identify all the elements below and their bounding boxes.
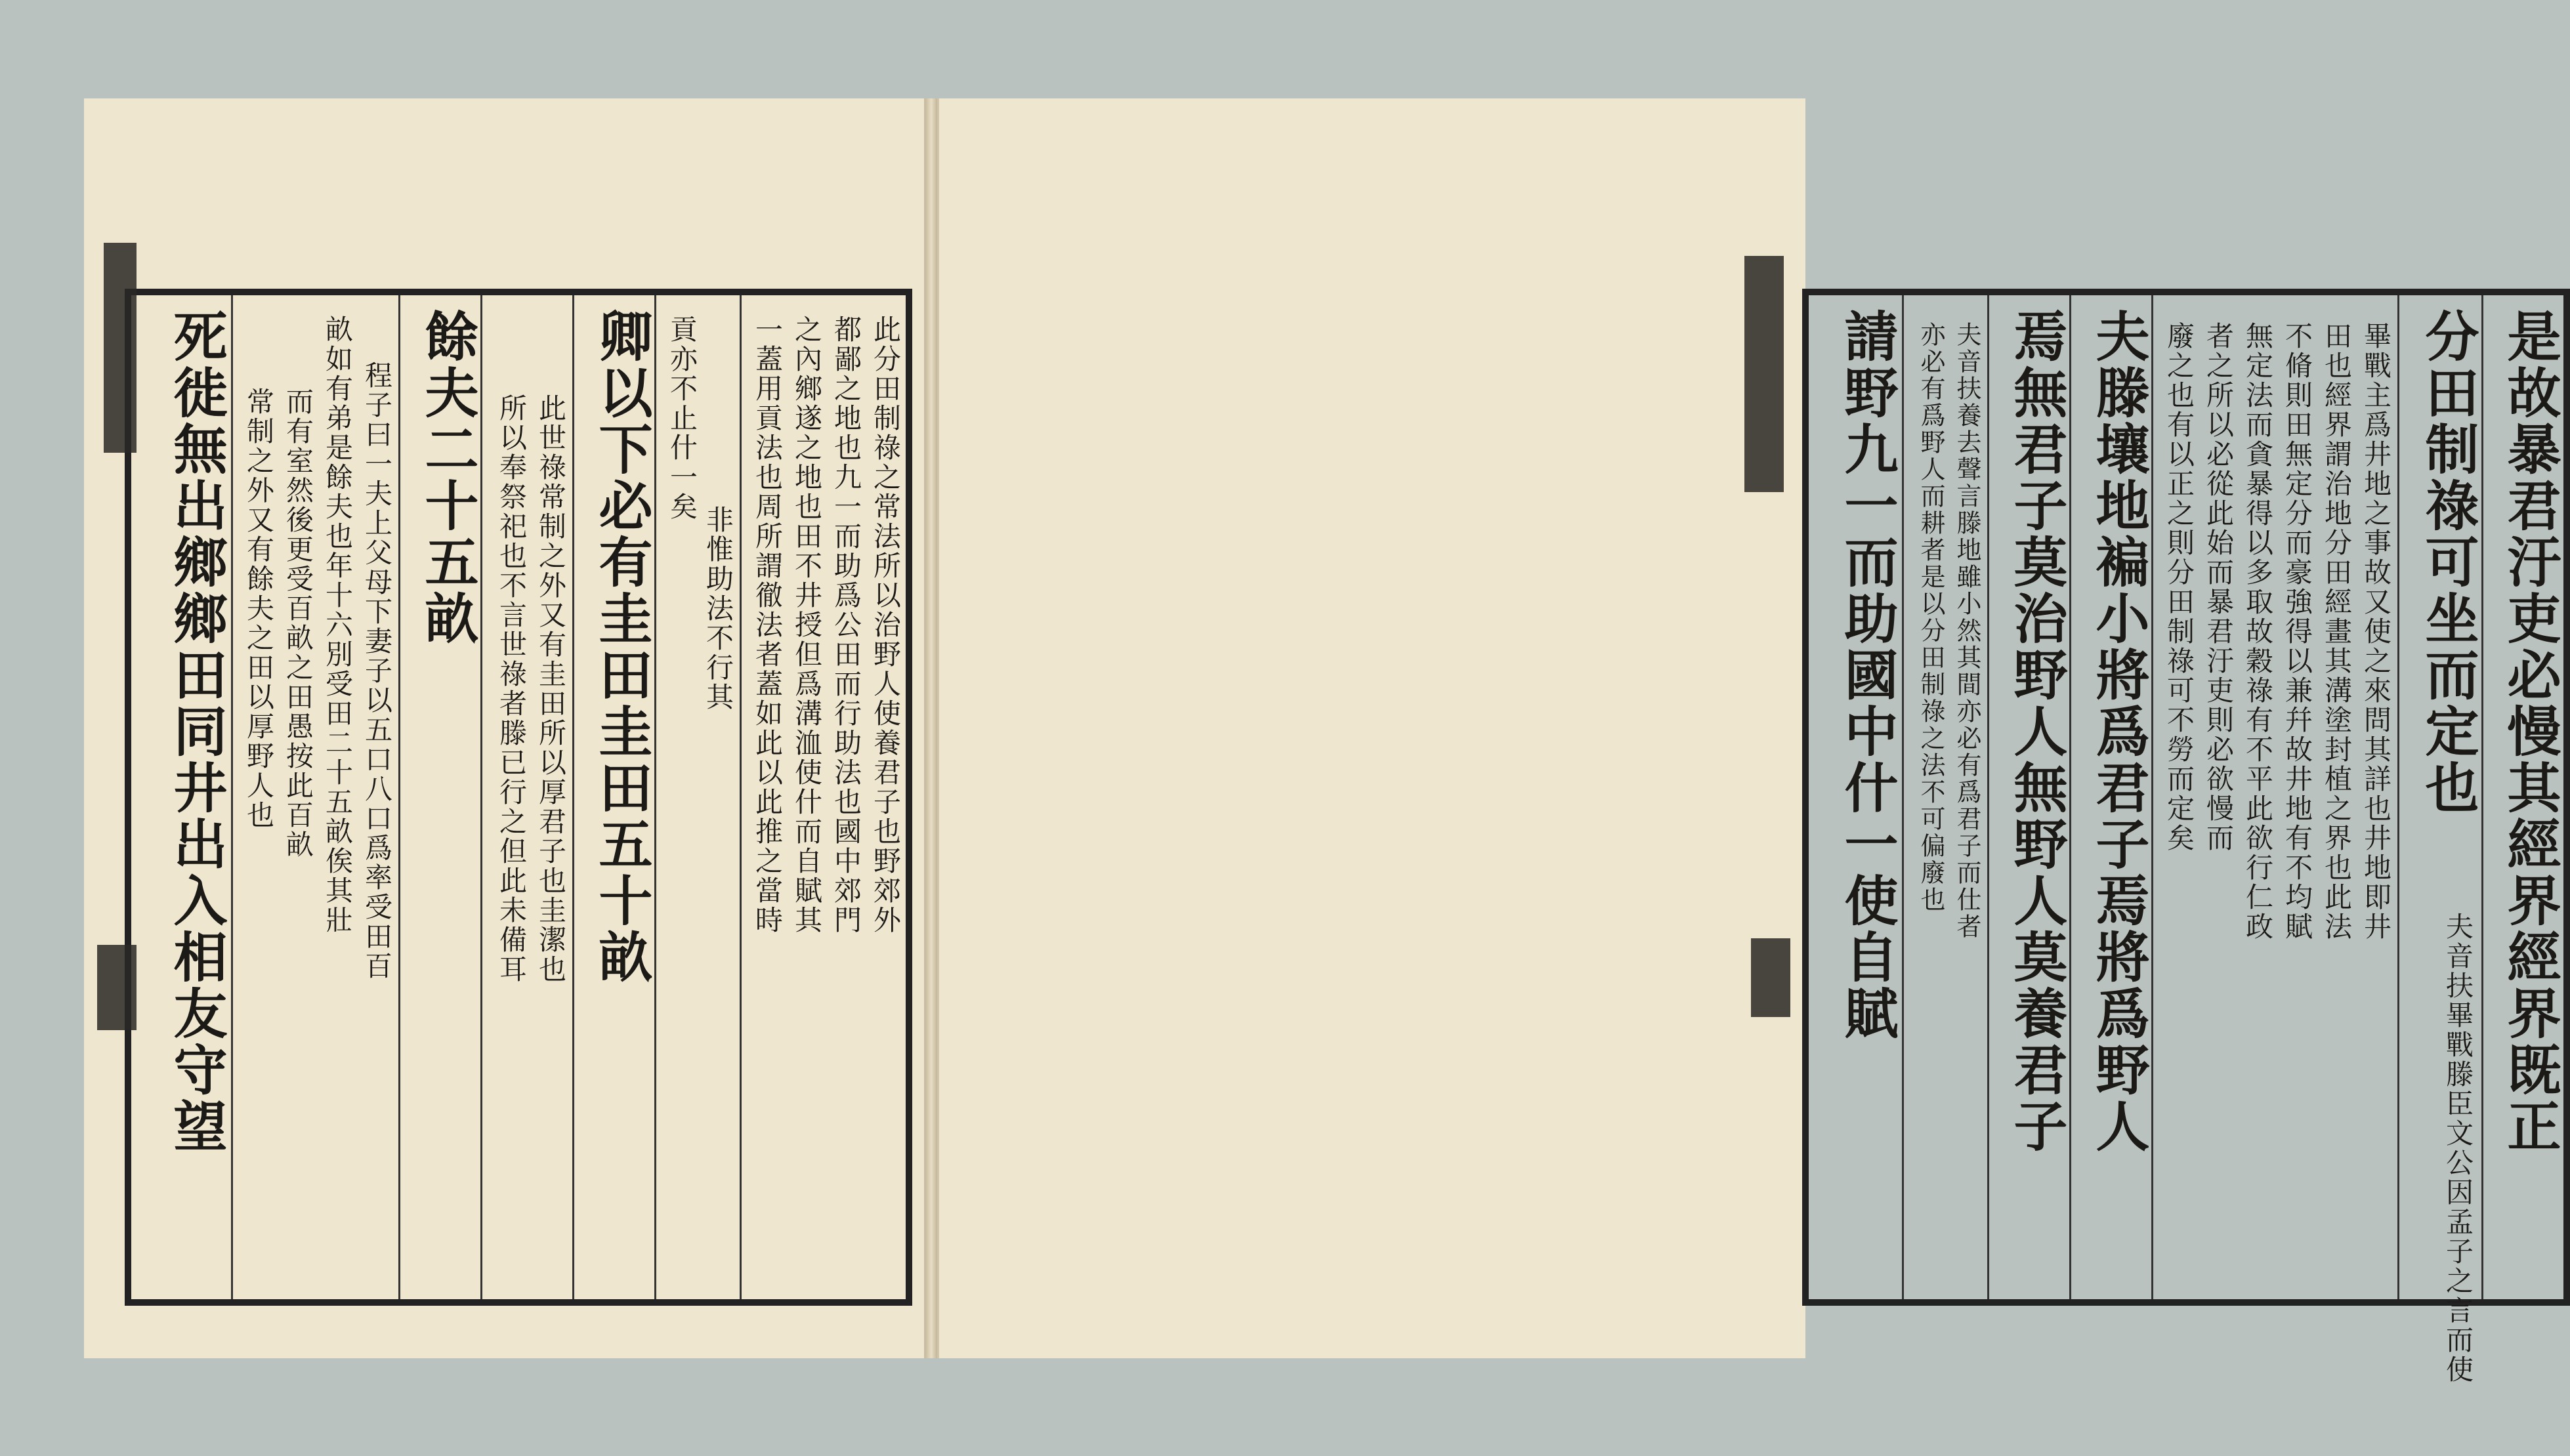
text-column: 非惟助法不行其 bbox=[702, 505, 734, 712]
left-page bbox=[84, 98, 926, 1358]
main-text-column: 焉無君子莫治野人無野人莫養君子 bbox=[2005, 308, 2068, 1155]
text-column: 常制之外又有餘夫之田以厚野人也 bbox=[243, 387, 275, 830]
column-rule bbox=[1987, 295, 1989, 1299]
text-column: 都鄙之地也九一而助爲公田而行助法也國中郊門 bbox=[830, 315, 862, 935]
text-column: 不脩則田無定分而豪強得以兼幷故井地有不均賦 bbox=[2281, 322, 2313, 942]
column-rule bbox=[480, 295, 482, 1299]
text-column: 亦必有爲野人而耕者是以分田制祿之法不可偏廢也 bbox=[1916, 322, 1945, 913]
text-column: 貢亦不止什一矣 bbox=[666, 315, 698, 522]
main-text-column: 分田制祿可坐而定也 bbox=[2416, 308, 2479, 816]
text-column: 之內鄉遂之地也田不井授但爲溝洫使什而自賦其 bbox=[791, 315, 823, 935]
text-column: 此世祿常制之外又有圭田所以厚君子也圭潔也 bbox=[535, 394, 567, 984]
left-text-frame bbox=[125, 289, 912, 1306]
text-column: 所以奉祭祀也不言世祿者滕已行之但此未備耳 bbox=[495, 394, 528, 984]
text-column: 者之所以必從此始而暴君汙吏則必欲慢而 bbox=[2202, 322, 2235, 853]
text-column: 夫音扶畢戰滕臣文公因孟子之言而使 bbox=[2442, 912, 2474, 1384]
column-rule bbox=[740, 295, 742, 1299]
column-rule bbox=[2151, 295, 2153, 1299]
column-rule bbox=[398, 295, 400, 1299]
text-column: 無定法而貪暴得以多取故穀祿有不平此欲行仁政 bbox=[2242, 322, 2274, 942]
column-rule bbox=[2481, 295, 2483, 1299]
right-page bbox=[937, 98, 2561, 1384]
column-rule bbox=[1902, 295, 1904, 1299]
edge-ink-mark bbox=[104, 243, 137, 453]
main-text-column: 夫滕壤地褊小將爲君子焉將爲野人 bbox=[2087, 308, 2150, 1155]
text-column: 而有室然後更受百畝之田愚按此百畝 bbox=[282, 387, 314, 860]
column-rule bbox=[2397, 295, 2399, 1299]
column-rule bbox=[654, 295, 656, 1299]
book-gutter bbox=[925, 98, 937, 1358]
column-rule bbox=[572, 295, 574, 1299]
column-rule bbox=[231, 295, 233, 1299]
main-text-column: 請野九一而助國中什一使自賦 bbox=[1836, 308, 1899, 1042]
text-column: 程子曰一夫上父母下妻子以五口八口爲率受田百 bbox=[361, 361, 393, 981]
text-column: 此分田制祿之常法所以治野人使養君子也野郊外 bbox=[870, 315, 902, 935]
main-text-column: 卿以下必有圭田圭田五十畝 bbox=[590, 308, 653, 986]
text-column: 夫音扶養去聲言滕地雖小然其間亦必有爲君子而仕者 bbox=[1952, 322, 1981, 940]
text-column: 畢戰主爲井地之事故又使之來問其詳也井地即井 bbox=[2360, 322, 2392, 942]
text-column: 畝如有弟是餘夫也年十六別受田二十五畝俟其壯 bbox=[322, 315, 354, 935]
open-book bbox=[84, 98, 2561, 1384]
edge-ink-mark bbox=[97, 945, 137, 1030]
main-text-column: 餘夫二十五畝 bbox=[416, 308, 479, 647]
edge-ink-mark bbox=[1744, 256, 1784, 492]
right-text-frame bbox=[1802, 289, 2570, 1384]
text-column: 田也經界謂治地分田經畫其溝塗封植之界也此法 bbox=[2321, 322, 2353, 942]
main-text-column: 是故暴君汙吏必慢其經界經界既正 bbox=[2498, 308, 2561, 1155]
column-rule bbox=[2069, 295, 2071, 1299]
text-column: 一蓋用貢法也周所謂徹法者蓋如此以此推之當時 bbox=[751, 315, 784, 935]
edge-ink-mark bbox=[1751, 938, 1790, 1017]
text-column: 廢之也有以正之則分田制祿可不勞而定矣 bbox=[2163, 322, 2195, 853]
main-text-column: 死徙無出鄉鄉田同井出入相友守望 bbox=[165, 308, 228, 1155]
